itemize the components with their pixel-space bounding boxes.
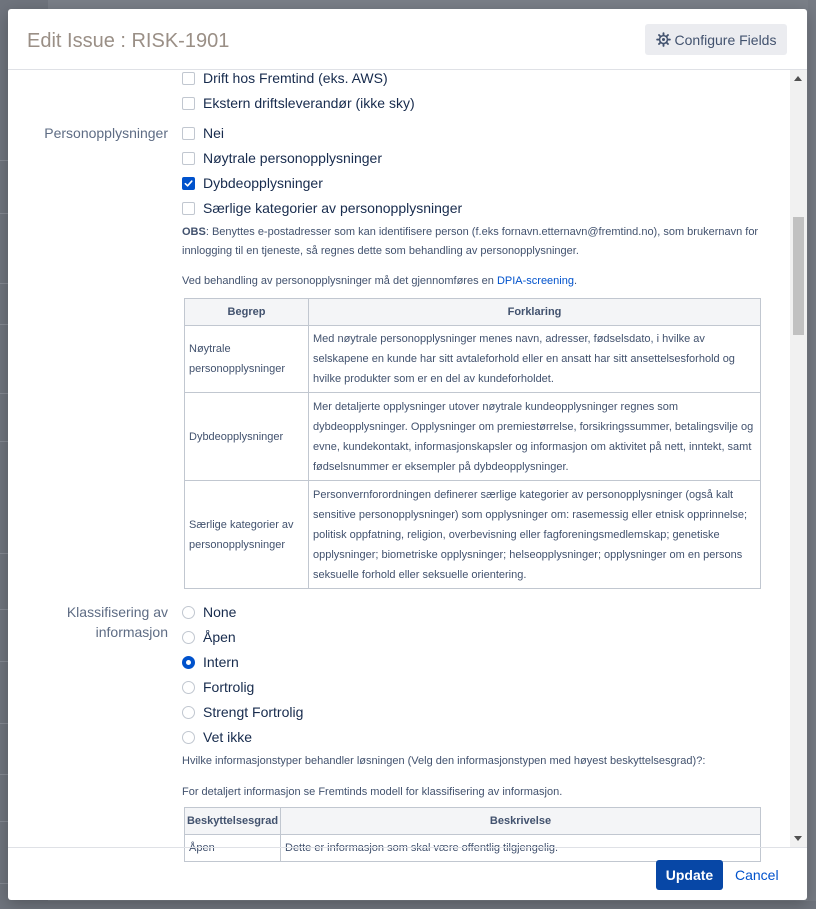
obs-note (182, 223, 782, 261)
scrollbar-thumb[interactable] (793, 217, 804, 335)
dialog-body (8, 70, 807, 854)
checkbox[interactable] (182, 202, 195, 215)
table-cell-term: Nøytrale personopplysninger (185, 326, 309, 393)
cancel-link[interactable]: Cancel (735, 867, 779, 883)
klassifisering-question: Hvilke informasjonstyper behandler løsningen (Velg den informasjonstypen med høyest beskyttelsesgrad)?: (182, 755, 706, 767)
gear-icon (656, 32, 671, 47)
drift-option-ekstern[interactable]: Ekstern driftsleverandør (ikke sky) (182, 93, 415, 113)
table-cell-explanation: Personvernforordningen definerer særlige kategorier av personopplysninger (også kalt sensitive personopplysninger) som opplysninger om: rasemessig eller etnisk opprinnelse; politisk oppfatning, religion, overbevisning eller fagforeningsmedlemskap; genetiske opplysninger; biometriske opplysninger; helseopplysninger; opplysninger om en persons seksuelle forhold eller seksuelle orientering. (309, 481, 761, 589)
klassifisering-option-none[interactable]: None (182, 602, 236, 622)
table-row (185, 481, 761, 589)
table-row (185, 393, 761, 481)
table-row (185, 326, 761, 393)
update-button[interactable]: Update (656, 860, 723, 890)
klassifisering-option-intern[interactable]: Intern (182, 652, 239, 672)
checkbox[interactable] (182, 152, 195, 165)
klassifisering-option-strengt-fortrolig[interactable]: Strengt Fortrolig (182, 702, 303, 722)
klassifisering-model-note: For detaljert informasjon se Fremtinds modell for klassifisering av informasjon. (182, 786, 563, 798)
scroll-down-arrow-icon[interactable] (794, 836, 802, 841)
obs-text: : Benyttes e-postadresser som kan identifisere person (f.eks fornavn.etternavn@fremtind.no), som brukernavn for innlogging til en tjeneste, så regnes dette som behandling av personopplysninger. (182, 226, 759, 257)
vertical-scrollbar[interactable] (790, 70, 807, 847)
drift-option-fremtind[interactable]: Drift hos Fremtind (eks. AWS) (182, 68, 388, 88)
radio-button[interactable] (182, 731, 195, 744)
dialog-footer (8, 847, 807, 900)
radio-button[interactable] (182, 606, 195, 619)
table-cell-explanation: Mer detaljerte opplysninger utover nøytrale kundeopplysninger regnes som dybdeopplysninger. Opplysninger om premiestørrelse, forsikringssummer, betalingsvilje og evne, kundekontakt, informasjonskapsler og informasjon om aktivitet på nett, inntekt, samt fødselsnummer er eksempler på dybdeopplysninger. (309, 393, 761, 481)
backdrop-right-edge (808, 0, 816, 909)
radio-button-selected[interactable] (182, 656, 195, 669)
personopplysninger-table (184, 298, 761, 589)
edit-issue-dialog (8, 9, 807, 900)
table-cell-grade: Åpen (185, 835, 281, 862)
checkbox-checked[interactable] (182, 177, 195, 190)
dpia-note: Ved behandling av personopplysninger må det gjennomføres en DPIA-screening. (182, 275, 578, 287)
table-header: Beskyttelsesgrad (185, 808, 281, 835)
personopplysninger-option-nei[interactable]: Nei (182, 123, 224, 143)
checkmark-icon (184, 179, 193, 188)
configure-fields-label: Configure Fields (674, 31, 777, 48)
klassifisering-option-fortrolig[interactable]: Fortrolig (182, 677, 254, 697)
personopplysninger-option-noytrale[interactable]: Nøytrale personopplysninger (182, 148, 382, 168)
table-header: Forklaring (309, 299, 761, 326)
radio-button[interactable] (182, 681, 195, 694)
configure-fields-button[interactable] (645, 24, 787, 55)
personopplysninger-option-dybde[interactable]: Dybdeopplysninger (182, 173, 323, 193)
table-header: Beskrivelse (281, 808, 761, 835)
dialog-title: Edit Issue : RISK-1901 (27, 30, 230, 52)
checkbox[interactable] (182, 97, 195, 110)
table-cell-term: Dybdeopplysninger (185, 393, 309, 481)
table-header: Begrep (185, 299, 309, 326)
personopplysninger-option-saerlige[interactable]: Særlige kategorier av personopplysninger (182, 198, 462, 218)
dpia-screening-link[interactable]: DPIA-screening (496, 275, 574, 287)
table-cell-explanation: Med nøytrale personopplysninger menes navn, adresser, fødselsdato, i hvilke av selskapene en kunde har sitt avtaleforhold eller en ansatt har sitt ansettelsesforhold og hvilke produkter som er en del av kundeforholdet. (309, 326, 761, 393)
scroll-up-arrow-icon[interactable] (794, 76, 802, 81)
table-cell-description: Dette er informasjon som skal være offentlig tilgjengelig. (281, 835, 761, 862)
radio-button[interactable] (182, 706, 195, 719)
table-cell-term: Særlige kategorier av personopplysninger (185, 481, 309, 589)
klassifisering-label: Klassifisering av informasjon (66, 604, 168, 640)
klassifisering-option-apen[interactable]: Åpen (182, 627, 236, 647)
radio-button[interactable] (182, 631, 195, 644)
checkbox[interactable] (182, 127, 195, 140)
checkbox[interactable] (182, 72, 195, 85)
dialog-header (8, 9, 807, 70)
backdrop-bottom-edge (0, 901, 816, 909)
obs-label: OBS (182, 226, 206, 238)
klassifisering-option-vet-ikke[interactable]: Vet ikke (182, 727, 252, 747)
personopplysninger-label: Personopplysninger (44, 125, 168, 141)
